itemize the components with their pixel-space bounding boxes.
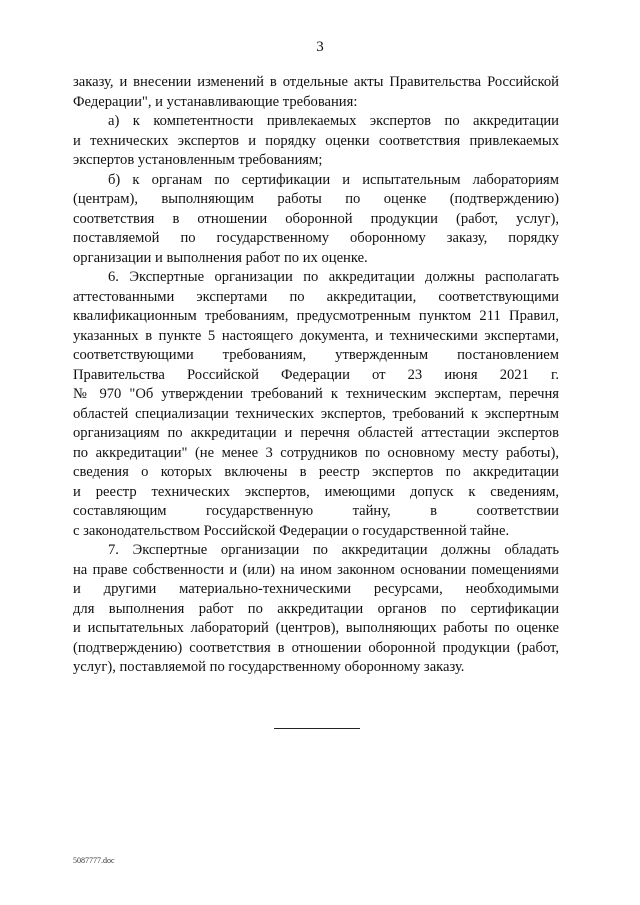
text-line: (подтверждению) соответствия в отношении оборонной продукции (работ, (73, 639, 559, 656)
text-line: и другими материально-техническими ресурсами, необходимыми (73, 581, 559, 597)
text-line: № 970 "Об утверждении требований к техническим экспертам, перечня (73, 386, 559, 402)
text-line: Федерации", и устанавливающие требования: (73, 93, 358, 110)
text-line: указанных в пункте 5 настоящего документа, и техническими экспертами, (73, 327, 559, 344)
text-line: 6. Экспертные организации по аккредитации должны располагать (108, 269, 559, 285)
document-file-id: 5087777.doc (73, 856, 115, 865)
text-line: поставляемой по государственному оборонному заказу, порядку (73, 230, 559, 246)
text-line: областей специализации технических экспертов, требований к экспертным (73, 405, 559, 422)
end-separator-line (274, 728, 360, 729)
text-line: и технических экспертов и порядку оценки соответствия привлекаемых (73, 132, 559, 149)
text-line: квалификационным требованиям, предусмотренным пунктом 211 Правил, (73, 308, 559, 324)
page-number: 3 (316, 39, 324, 55)
text-line: и испытательных лабораторий (центров), выполняющих работы по оценке (73, 620, 559, 636)
text-line: а) к компетентности привлекаемых экспертов по аккредитации (108, 113, 559, 129)
text-line: организации и выполнения работ по их оценке. (73, 249, 368, 266)
text-line: экспертов установленным требованиям; (73, 152, 323, 168)
para-clause-7 (73, 541, 559, 678)
text-line: составляющим государственную тайну, в соответствии (73, 503, 559, 519)
text-line: заказу, и внесении изменений в отдельные акты Правительства Российской (73, 74, 559, 90)
text-line: 7. Экспертные организации по аккредитации должны обладать (108, 542, 559, 558)
text-line: организациям по аккредитации и перечня областей аттестации экспертов (73, 425, 559, 441)
para-item-a (73, 112, 559, 171)
text-line: по аккредитации" (не менее 3 сотрудников по основному месту работы), (73, 444, 559, 461)
text-line: с законодательством Российской Федерации о государственной тайне. (73, 522, 510, 539)
text-line: на праве собственности и (или) на ином законном основании помещениями (73, 561, 559, 578)
para-intro-continued (73, 73, 559, 112)
text-line: для выполнения работ по аккредитации органов по сертификации (73, 600, 559, 617)
text-line: сведения о которых включены в реестр экспертов по аккредитации (73, 464, 559, 480)
text-line: б) к органам по сертификации и испытательным лабораториям (108, 171, 559, 188)
text-line: и реестр технических экспертов, имеющими допуск к сведениям, (73, 483, 559, 500)
text-line: аттестованными экспертами по аккредитации, соответствующими (73, 288, 559, 305)
text-line: услуг), поставляемой по государственному оборонному заказу. (73, 659, 465, 675)
para-item-b (73, 171, 559, 269)
text-line: соответствующими требованиям, утвержденным постановлением (73, 347, 559, 363)
text-line: Правительства Российской Федерации от 23 июня 2021 г. (73, 366, 559, 383)
text-line: (центрам), выполняющим работы по оценке (подтверждению) (73, 191, 559, 207)
para-clause-6 (73, 268, 559, 541)
text-line: соответствия в отношении оборонной продукции (работ, услуг), (73, 210, 559, 227)
